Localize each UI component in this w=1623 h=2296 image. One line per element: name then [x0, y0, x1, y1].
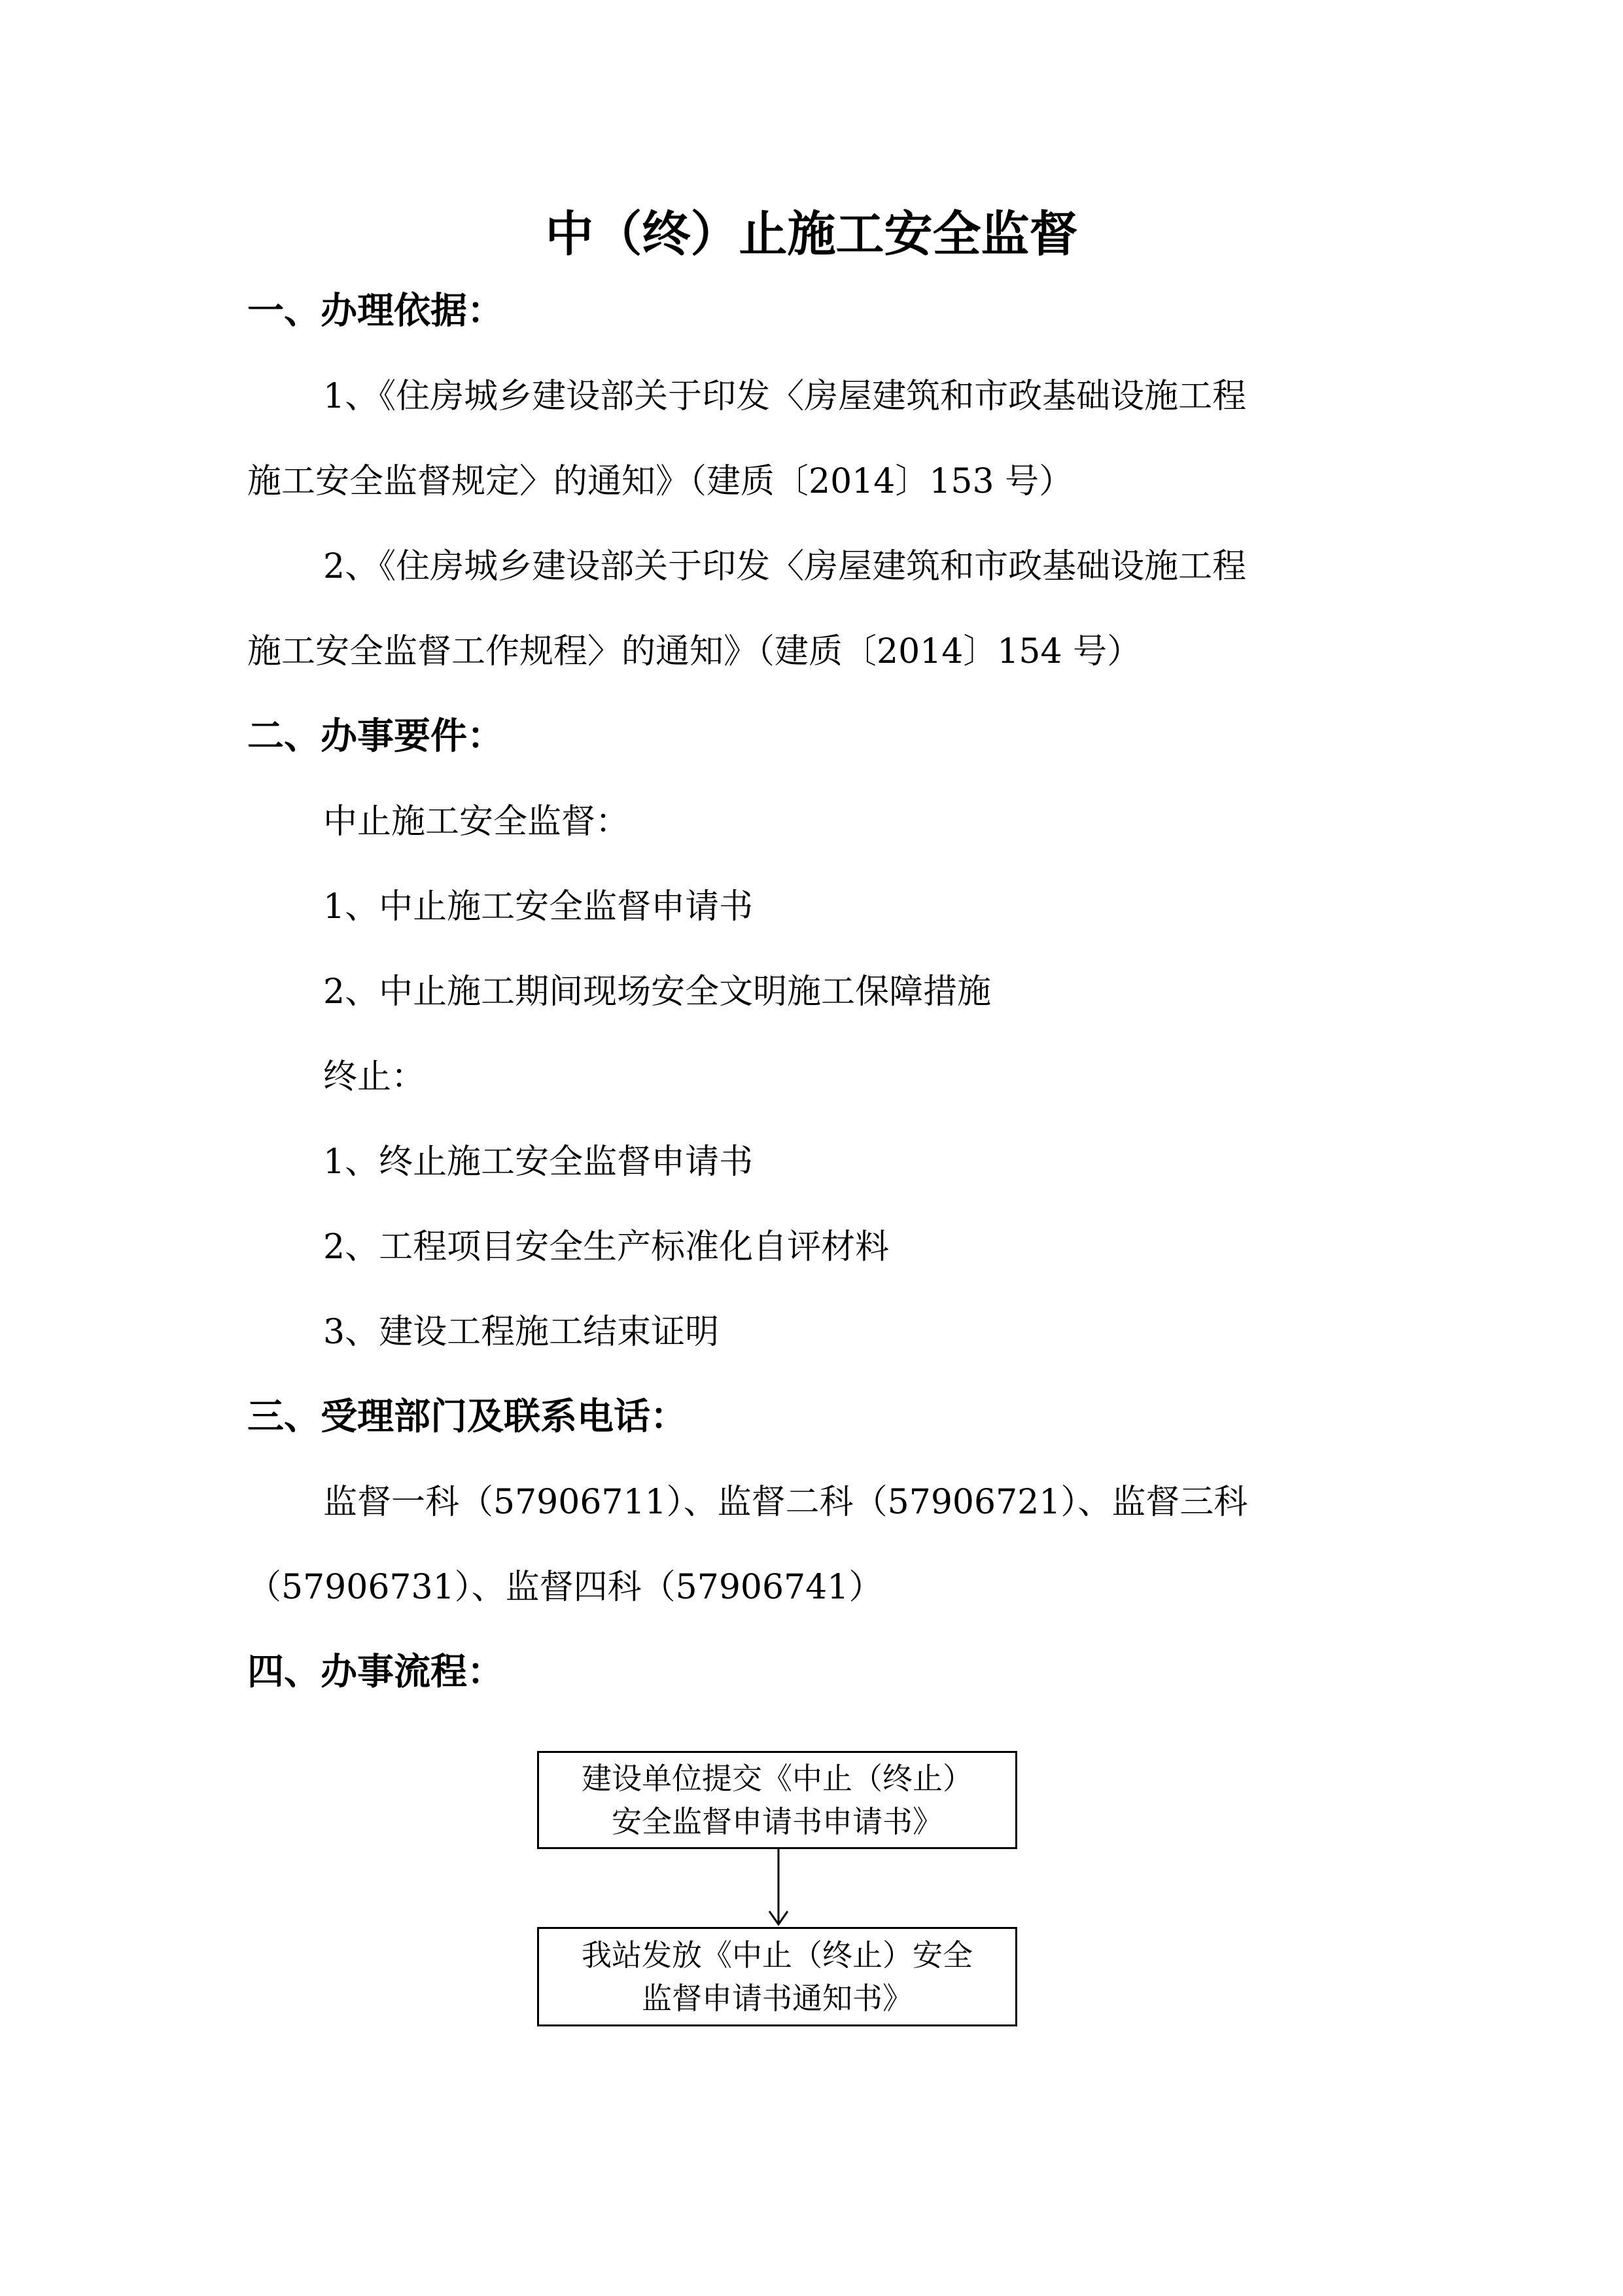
section-heading-basis: 一、办理依据： — [247, 290, 504, 332]
terminate-label: 终止： — [323, 1057, 426, 1097]
basis-item-1-line-1: 1、《住房城乡建设部关于印发〈房屋建筑和市政基础设施工程 — [323, 377, 1247, 416]
section-heading-contact: 三、受理部门及联系电话： — [247, 1396, 687, 1438]
contact-line-2: （57906731）、监督四科（57906741） — [247, 1568, 883, 1607]
flow-step-issue-text — [568, 1934, 986, 2020]
flow-step-issue-line-2: 监督申请书通知书》 — [642, 1981, 913, 2016]
flow-step-issue-box — [537, 1927, 1017, 2026]
suspend-label: 中止施工安全监督： — [323, 802, 630, 841]
flow-step-submit-box — [537, 1751, 1017, 1849]
flow-step-submit-line-2: 安全监督申请书申请书》 — [612, 1804, 943, 1839]
terminate-item-2: 2、工程项目安全生产标准化自评材料 — [323, 1227, 890, 1267]
section-heading-requirements: 二、办事要件： — [247, 715, 504, 758]
section-heading-process: 四、办事流程： — [247, 1651, 504, 1693]
suspend-item-2: 2、中止施工期间现场安全文明施工保障措施 — [323, 972, 992, 1012]
flow-step-submit-text — [568, 1757, 986, 1843]
flow-step-submit-line-1: 建设单位提交《中止（终止） — [582, 1761, 973, 1796]
basis-item-2-line-2: 施工安全监督工作规程〉的通知》（建质〔2014〕154 号） — [247, 632, 1142, 671]
basis-item-2-line-1: 2、《住房城乡建设部关于印发〈房屋建筑和市政基础设施工程 — [323, 547, 1247, 586]
page-title: 中（终）止施工安全监督 — [545, 206, 1078, 262]
flow-arrow-down-icon — [767, 1848, 790, 1927]
flow-step-issue-line-1: 我站发放《中止（终止）安全 — [582, 1937, 973, 1973]
terminate-item-1: 1、终止施工安全监督申请书 — [323, 1142, 754, 1182]
terminate-item-3: 3、建设工程施工结束证明 — [323, 1313, 720, 1352]
contact-line-1: 监督一科（57906711）、监督二科（57906721）、监督三科 — [323, 1483, 1248, 1522]
suspend-item-1: 1、中止施工安全监督申请书 — [323, 887, 754, 927]
basis-item-1-line-2: 施工安全监督规定〉的通知》（建质〔2014〕153 号） — [247, 462, 1073, 501]
